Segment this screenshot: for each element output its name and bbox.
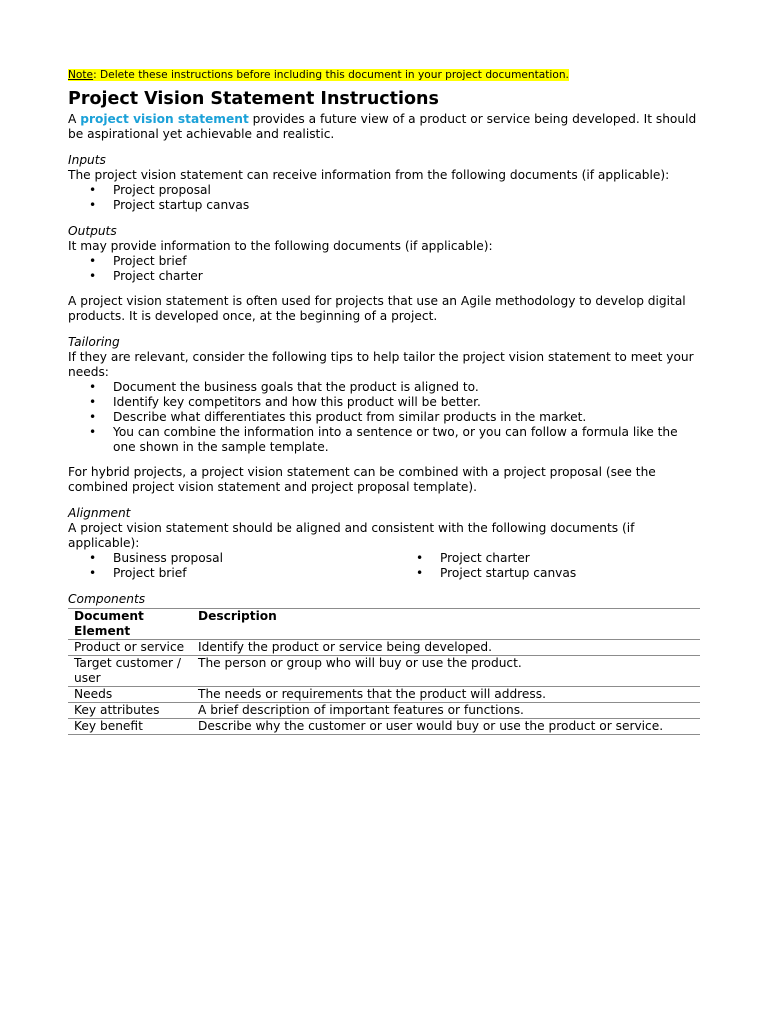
outputs-text: It may provide information to the following documents (if applicable): [68, 239, 493, 253]
alignment-list-right [395, 551, 722, 581]
intro-pre: A [68, 112, 81, 126]
table-cell: The person or group who will buy or use the product. [192, 656, 700, 687]
list-item: • You can combine the information into a sentence or two, or you can follow a formula like the one shown in the sample template. [68, 425, 700, 455]
components-table [68, 608, 700, 735]
intro-paragraph [68, 112, 700, 142]
list-item: • Document the business goals that the product is aligned to. [68, 380, 700, 395]
table-cell: Product or service [68, 640, 192, 656]
alignment-text: A project vision statement should be aligned and consistent with the following documents (if applicable): [68, 521, 635, 550]
list-item: • Identify key competitors and how this product will be better. [68, 395, 700, 410]
instruction-note [68, 68, 700, 82]
table-header-row [68, 609, 700, 640]
alignment-list-left [68, 551, 395, 581]
column-header: Document Element [68, 609, 192, 640]
list-item: • Project startup canvas [68, 198, 700, 213]
table-row [68, 687, 700, 703]
project-vision-statement-link[interactable]: project vision statement [80, 112, 249, 126]
list-item: • Project proposal [68, 183, 700, 198]
alignment-heading: Alignment [68, 506, 131, 520]
table-cell: Identify the product or service being developed. [192, 640, 700, 656]
hybrid-paragraph: For hybrid projects, a project vision statement can be combined with a project proposal (see the combined project vision statement and project proposal template). [68, 465, 656, 494]
list-item: • Project charter [395, 551, 722, 566]
document-body [68, 68, 700, 735]
table-row [68, 656, 700, 687]
note-label: Note [68, 69, 94, 81]
inputs-list [68, 183, 700, 213]
tailoring-list [68, 380, 700, 455]
table-cell: A brief description of important features or functions. [192, 703, 700, 719]
list-item: • Business proposal [68, 551, 395, 566]
table-cell: Target customer / user [68, 656, 192, 687]
intro-post: provides a future view of a product or service being developed. It should be aspirational yet achievable and realistic. [68, 112, 697, 141]
table-row [68, 703, 700, 719]
table-cell: Needs [68, 687, 192, 703]
inputs-text: The project vision statement can receive information from the following documents (if applicable): [68, 168, 670, 182]
page-title: Project Vision Statement Instructions [68, 89, 439, 109]
list-item: • Project charter [68, 269, 700, 284]
inputs-heading: Inputs [68, 153, 106, 167]
outputs-heading: Outputs [68, 224, 117, 238]
components-heading: Components [68, 592, 146, 606]
list-item: • Describe what differentiates this product from similar products in the market. [68, 410, 700, 425]
table-cell: Describe why the customer or user would buy or use the product or service. [192, 719, 700, 735]
list-item: • Project startup canvas [395, 566, 722, 581]
tailoring-text: If they are relevant, consider the following tips to help tailor the project vision statement to meet your needs: [68, 350, 694, 379]
outputs-list [68, 254, 700, 284]
table-row [68, 719, 700, 735]
agile-paragraph: A project vision statement is often used for projects that use an Agile methodology to develop digital products. It is developed once, at the beginning of a project. [68, 294, 686, 323]
table-cell: The needs or requirements that the product will address. [192, 687, 700, 703]
table-cell: Key attributes [68, 703, 192, 719]
list-item: • Project brief [68, 254, 700, 269]
list-item: • Project brief [68, 566, 395, 581]
alignment-lists [68, 551, 700, 581]
tailoring-heading: Tailoring [68, 335, 120, 349]
note-text: : Delete these instructions before including this document in your project documentation. [93, 69, 569, 81]
table-row [68, 640, 700, 656]
table-cell: Key benefit [68, 719, 192, 735]
column-header: Description [192, 609, 700, 640]
